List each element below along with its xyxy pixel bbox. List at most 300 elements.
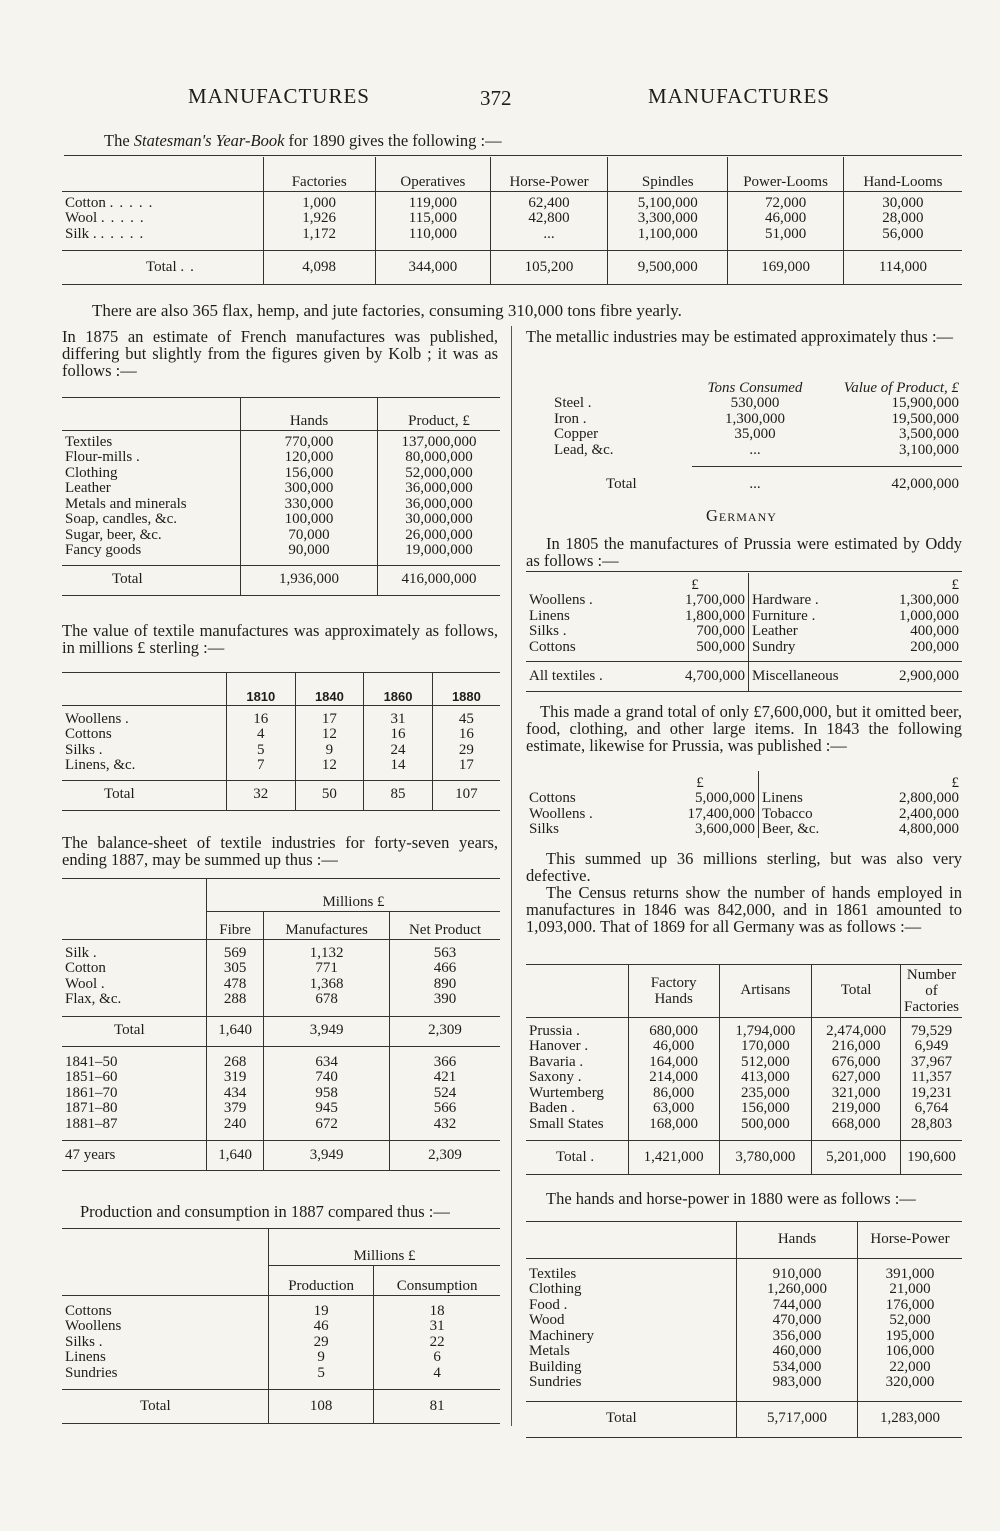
cell: 70,000	[241, 528, 378, 544]
table-row	[526, 1258, 962, 1282]
cell: 770,000	[241, 430, 378, 450]
cell: 500,000	[696, 638, 745, 655]
row-label: Total	[606, 476, 637, 492]
cell: 678	[264, 992, 390, 1016]
cell: 1,172	[263, 227, 375, 251]
row-label: Woollens	[65, 1318, 122, 1334]
cell: 12	[295, 758, 364, 780]
cell: 106,000	[858, 1344, 963, 1360]
column-divider	[511, 326, 512, 1426]
row-label: Silks .	[65, 1333, 103, 1350]
row-label: Clothing	[65, 464, 118, 481]
cell: 16	[364, 727, 433, 743]
row-label: Beer, &c.	[759, 822, 866, 838]
total-row	[62, 1141, 500, 1171]
intro-book-title: Statesman's Year-Book	[133, 131, 285, 150]
table-row	[526, 1017, 962, 1039]
prussia-1843-table	[526, 771, 962, 838]
cell: 5,000,000	[695, 790, 755, 806]
col-header: Net Product	[390, 911, 500, 939]
cell: 9,500,000	[608, 251, 728, 285]
cell: 62,400	[490, 191, 607, 211]
col-header: Total	[812, 965, 901, 1017]
cell: 319	[207, 1070, 264, 1086]
row-label: Silk .	[65, 225, 97, 242]
row-label: Wurtemberg	[529, 1084, 604, 1101]
cell: 1,000,000	[899, 607, 959, 624]
row-label: Woollens .	[65, 710, 129, 727]
col-header: Factories	[263, 157, 375, 191]
cell: 421	[390, 1070, 500, 1086]
cell: 416,000,000	[378, 565, 501, 595]
running-header-right: MANUFACTURES	[648, 84, 830, 108]
cell: 50	[295, 780, 364, 810]
cell: 100,000	[241, 512, 378, 528]
cell: 16	[432, 727, 500, 743]
cell: 6,949	[901, 1039, 962, 1055]
total-row	[526, 1401, 962, 1437]
row-label: Textiles	[529, 1265, 577, 1282]
cell: 3,500,000	[899, 426, 959, 442]
cell: 2,900,000	[899, 667, 959, 684]
cell: 300,000	[241, 481, 378, 497]
right-para-6: The hands and horse-power in 1880 were as follows :—	[546, 1189, 916, 1208]
cell: 1,300,000	[899, 592, 959, 608]
row-label: Fancy goods	[65, 542, 142, 558]
cell: 11,357	[901, 1070, 962, 1086]
row-label: Linens	[529, 607, 570, 624]
col-header: Hands	[737, 1222, 858, 1258]
cell: 170,000	[719, 1039, 812, 1055]
row-label: Soap, candles, &c.	[65, 511, 178, 527]
table-row	[526, 791, 962, 807]
cell: 305	[207, 961, 264, 977]
table-row	[62, 992, 500, 1016]
col-header: Horse-Power	[490, 157, 607, 191]
table-row	[526, 593, 962, 609]
cell: 1,100,000	[608, 227, 728, 251]
cell: 46,000	[628, 1039, 719, 1055]
right-para-5: The Census returns show the number of hands employed in manufactures in 1846 was 842,000, and in 1861 amounted to 1,093,000. That of 1869 for all Germany was as follows :—	[526, 883, 962, 936]
row-label: 1841–50	[65, 1053, 118, 1070]
metallic-table	[526, 362, 962, 493]
cell: 524	[390, 1086, 500, 1102]
cell: 390	[390, 992, 500, 1016]
cell: 1,926	[263, 211, 375, 227]
group-header: Millions £	[207, 879, 501, 911]
row-label: Flour-mills .	[65, 449, 140, 465]
cell: 1,640	[207, 1016, 264, 1046]
cell: 190,600	[901, 1141, 962, 1175]
cell: 35,000	[734, 426, 776, 442]
statesman-table	[62, 157, 962, 285]
cell: 3,780,000	[719, 1141, 812, 1175]
cell: 668,000	[812, 1117, 901, 1141]
cell: 79,529	[901, 1017, 962, 1039]
row-label: Wool .	[65, 975, 105, 992]
table-row	[526, 1360, 962, 1376]
cell: 156,000	[719, 1101, 812, 1117]
cell: 52,000	[858, 1313, 963, 1329]
table-row	[526, 427, 962, 443]
textile-values-table	[62, 673, 500, 811]
col-header: Manufactures	[264, 911, 390, 939]
cell: 17	[432, 758, 500, 780]
cell: 2,474,000	[812, 1017, 901, 1039]
cell: 120,000	[241, 450, 378, 466]
cell: 114,000	[843, 251, 962, 285]
balance-sheet-table	[62, 879, 500, 1171]
unit-label: £	[951, 774, 959, 791]
table-row	[526, 1086, 962, 1102]
total-row	[62, 565, 500, 595]
cell: 4,098	[263, 251, 375, 285]
cell: 63,000	[628, 1101, 719, 1117]
intro-post: for 1890 gives the following :—	[284, 131, 502, 150]
cell: 1,283,000	[858, 1401, 963, 1437]
cell: 240	[207, 1117, 264, 1141]
total-row	[526, 467, 962, 493]
row-label: Cottons	[529, 638, 576, 655]
table-row	[62, 758, 500, 780]
cell: 52,000,000	[378, 466, 501, 482]
total-row: Total .. 4,098 344,000 105,200 9,500,000 169,000 114,000	[62, 251, 962, 285]
cell: 478	[207, 977, 264, 993]
cell: 5,717,000	[737, 1401, 858, 1437]
cell: 36,000,000	[378, 497, 501, 513]
table-row	[62, 1335, 500, 1351]
cell: 366	[390, 1046, 500, 1070]
table-row	[62, 1295, 500, 1319]
hands-horsepower-table	[526, 1222, 962, 1438]
table-row	[62, 1070, 500, 1086]
cell: 16	[227, 705, 296, 727]
table-row	[526, 1344, 962, 1360]
col-header: Hands	[241, 398, 378, 430]
left-para-1: In 1875 an estimate of French manufactures was published, differing but slightly from the figures given by Kolb ; it was as follows :—	[62, 327, 498, 380]
cell: 86,000	[628, 1086, 719, 1102]
cell: 110,000	[375, 227, 490, 251]
cell: 156,000	[241, 466, 378, 482]
cell: 2,400,000	[899, 805, 959, 822]
cell: 534,000	[737, 1360, 858, 1376]
cell: 14	[364, 758, 433, 780]
running-header-left: MANUFACTURES	[188, 84, 370, 108]
cell: 740	[264, 1070, 390, 1086]
cell: 4,700,000	[685, 667, 745, 684]
cell: 627,000	[812, 1070, 901, 1086]
production-consumption-table	[62, 1229, 500, 1424]
cell: 19	[269, 1295, 374, 1319]
cell: 17	[295, 705, 364, 727]
row-label: Total	[606, 1410, 637, 1427]
cell: 46,000	[728, 211, 844, 227]
cell: 1,132	[264, 939, 390, 961]
cell: 3,949	[264, 1141, 390, 1171]
cell: 42,000,000	[818, 467, 962, 493]
col-header: Number of Factories	[901, 965, 962, 1017]
cell: 268	[207, 1046, 264, 1070]
cell: ...	[692, 467, 818, 493]
cell: 958	[264, 1086, 390, 1102]
cell: 1,300,000	[725, 410, 785, 427]
cell: 466	[390, 961, 500, 977]
cell: 45	[432, 705, 500, 727]
table-row	[62, 705, 500, 727]
row-label: Food .	[529, 1296, 568, 1313]
cell: 400,000	[910, 623, 959, 639]
cell: 216,000	[812, 1039, 901, 1055]
cell: 1,421,000	[628, 1141, 719, 1175]
row-label: Linens, &c.	[65, 757, 136, 773]
cell: 4	[374, 1366, 500, 1390]
table-row	[526, 640, 962, 662]
cell: ...	[490, 227, 607, 251]
cell: 9	[269, 1350, 374, 1366]
cell: 1,936,000	[241, 565, 378, 595]
cell: 18	[374, 1295, 500, 1319]
row-label: Leather	[65, 480, 111, 496]
col-header: 1810	[227, 673, 296, 705]
cell: 3,300,000	[608, 211, 728, 227]
row-label: Hanover .	[529, 1038, 589, 1054]
right-para-2: In 1805 the manufactures of Prussia were estimated by Oddy as follows :—	[526, 534, 962, 570]
table-row	[526, 1101, 962, 1117]
cell: 569	[207, 939, 264, 961]
col-header: Consumption	[374, 1265, 500, 1295]
col-header: Operatives	[375, 157, 490, 191]
total-row	[526, 1141, 962, 1175]
col-header: Product, £	[378, 398, 501, 430]
table-row	[526, 1282, 962, 1298]
row-label: Iron .	[554, 410, 587, 427]
cell: 22	[374, 1335, 500, 1351]
row-label: Total	[104, 786, 135, 803]
unit-label: £	[691, 576, 699, 593]
cell: 379	[207, 1101, 264, 1117]
left-para-2: The value of textile manufactures was approximately as follows, in millions £ sterling :—	[62, 621, 498, 657]
table-row	[62, 543, 500, 565]
table-row	[62, 1101, 500, 1117]
cell: 344,000	[375, 251, 490, 285]
col-header: Production	[269, 1265, 374, 1295]
table-row	[62, 450, 500, 466]
cell: 15,900,000	[891, 395, 959, 411]
cell: 1,794,000	[719, 1017, 812, 1039]
table-row	[526, 1375, 962, 1401]
cell: 500,000	[719, 1117, 812, 1141]
cell: 566	[390, 1101, 500, 1117]
cell: 3,949	[264, 1016, 390, 1046]
col-header: Factory Hands	[628, 965, 719, 1017]
row-label: Total	[146, 258, 177, 275]
table-row	[526, 1329, 962, 1345]
cell: 4	[227, 727, 296, 743]
cell: 6,764	[901, 1101, 962, 1117]
cell: 460,000	[737, 1344, 858, 1360]
row-label: All textiles .	[529, 667, 603, 684]
cell: 107	[432, 780, 500, 810]
table-row	[62, 512, 500, 528]
table-row	[62, 939, 500, 961]
table-row: Silk . ..... 1,172 110,000 ... 1,100,000 51,000 56,000	[62, 227, 962, 251]
table-row	[62, 1366, 500, 1390]
cell: 983,000	[737, 1375, 858, 1401]
col-header: 1860	[364, 673, 433, 705]
cell: 321,000	[812, 1086, 901, 1102]
table-row	[526, 609, 962, 625]
cell: 512,000	[719, 1055, 812, 1071]
cell: 42,800	[490, 211, 607, 227]
table-row	[62, 977, 500, 993]
row-label: 1871–80	[65, 1100, 118, 1116]
cell: 3,100,000	[899, 441, 959, 458]
table-row	[62, 481, 500, 497]
cell: 164,000	[628, 1055, 719, 1071]
row-label: Total	[112, 571, 143, 588]
cell: 80,000,000	[378, 450, 501, 466]
cell: 19,500,000	[891, 410, 959, 427]
col-header: Tons Consumed	[707, 380, 803, 396]
cell: 356,000	[737, 1329, 858, 1345]
table-row: Wool ..... 1,926 115,000 42,800 3,300,000 46,000 28,000	[62, 211, 962, 227]
unit-label: £	[696, 774, 704, 791]
right-para-3: This made a grand total of only £7,600,000, but it omitted beer, food, clothing, and other large items. In 1843 the following estimate, likewise for Prussia, was published :—	[526, 702, 962, 755]
table-row	[62, 1046, 500, 1070]
row-label: Metals	[529, 1343, 570, 1359]
total-row	[62, 1016, 500, 1046]
rule	[526, 571, 962, 572]
left-para-3: The balance-sheet of textile industries for forty-seven years, ending 1887, may be summed up thus :—	[62, 833, 498, 869]
row-label: Bavaria .	[529, 1053, 584, 1070]
table-row	[62, 727, 500, 743]
table-row: Cotton ..... 1,000 119,000 62,400 5,100,000 72,000 30,000	[62, 191, 962, 211]
table-row	[526, 624, 962, 640]
table-row	[62, 430, 500, 450]
cell: 910,000	[737, 1258, 858, 1282]
row-label: Sundries	[529, 1374, 582, 1390]
cell: 1,640	[207, 1141, 264, 1171]
row-label: Total .	[556, 1148, 595, 1165]
cell: 51,000	[728, 227, 844, 251]
cell: 85	[364, 780, 433, 810]
cell: 176,000	[858, 1298, 963, 1314]
cell: 219,000	[812, 1101, 901, 1117]
cell: 26,000,000	[378, 528, 501, 544]
table-row	[62, 1086, 500, 1102]
row-label: Miscellaneous	[749, 662, 866, 692]
row-label: Clothing	[529, 1281, 582, 1297]
cell: 1,700,000	[685, 592, 745, 608]
row-label: Textiles	[65, 433, 113, 450]
cell: 108	[269, 1390, 374, 1424]
row-label: Total	[140, 1397, 171, 1414]
col-header: Spindles	[608, 157, 728, 191]
cell: 22,000	[858, 1360, 963, 1376]
flax-note: There are also 365 flax, hemp, and jute factories, consuming 310,000 tons fibre yearly.	[92, 301, 682, 320]
row-label: Hardware .	[749, 593, 866, 609]
cell: 32	[227, 780, 296, 810]
cell: 1,800,000	[685, 607, 745, 624]
table-row	[526, 1055, 962, 1071]
col-header: Artisans	[719, 965, 812, 1017]
table-row	[62, 961, 500, 977]
cell: 470,000	[737, 1313, 858, 1329]
cell: 634	[264, 1046, 390, 1070]
row-label: Leather	[749, 624, 866, 640]
table-row	[526, 1117, 962, 1141]
row-label: Sugar, beer, &c.	[65, 526, 162, 543]
total-row	[62, 1390, 500, 1424]
row-label: Sundry	[749, 640, 866, 662]
cell: 672	[264, 1117, 390, 1141]
cell: 30,000,000	[378, 512, 501, 528]
row-label: Building	[529, 1358, 582, 1375]
table-row	[62, 497, 500, 513]
cell: 2,800,000	[899, 790, 959, 806]
intro-line	[104, 132, 502, 149]
cell: 413,000	[719, 1070, 812, 1086]
table-row	[526, 807, 962, 823]
french-manufactures-table	[62, 398, 500, 596]
row-label: Small States	[529, 1115, 604, 1132]
row-label: Copper	[554, 426, 599, 442]
cell: 1,000	[263, 191, 375, 211]
cell: 6	[374, 1350, 500, 1366]
cell: 5	[269, 1366, 374, 1390]
cell: 29	[269, 1335, 374, 1351]
row-label: Cottons	[65, 726, 112, 742]
cell: 37,967	[901, 1055, 962, 1071]
cell: 288	[207, 992, 264, 1016]
table-row	[62, 1117, 500, 1141]
col-header: 1880	[432, 673, 500, 705]
row-label: Lead, &c.	[554, 441, 614, 458]
cell: 1,260,000	[737, 1282, 858, 1298]
row-label: Silks	[529, 821, 560, 837]
cell: 5,201,000	[812, 1141, 901, 1175]
germany-heading: Germany	[706, 506, 777, 525]
cell: 19,231	[901, 1086, 962, 1102]
cell: 5,100,000	[608, 191, 728, 211]
table-row	[526, 822, 962, 838]
cell: 890	[390, 977, 500, 993]
cell: 2,309	[390, 1016, 500, 1046]
row-label: 1861–70	[65, 1084, 118, 1101]
row-label: Metals and minerals	[65, 495, 187, 512]
cell: 530,000	[730, 395, 780, 411]
row-label: Woollens .	[529, 805, 593, 822]
row-label: Baden .	[529, 1100, 575, 1116]
row-label: Woollens .	[529, 592, 593, 608]
cell: 90,000	[241, 543, 378, 565]
cell: 24	[364, 743, 433, 759]
cell: 17,400,000	[687, 805, 755, 822]
row-label: Cotton	[65, 960, 106, 976]
table-row	[526, 443, 962, 467]
germany-1869-table	[526, 965, 962, 1175]
row-label: Saxony .	[529, 1069, 582, 1085]
col-header: Fibre	[207, 911, 264, 939]
row-label: Prussia .	[529, 1022, 580, 1039]
cell: 119,000	[375, 191, 490, 211]
total-row	[526, 662, 962, 692]
left-para-4: Production and consumption in 1887 compared thus :—	[80, 1202, 450, 1221]
cell: 676,000	[812, 1055, 901, 1071]
cell: 680,000	[628, 1017, 719, 1039]
table-row	[62, 466, 500, 482]
cell: 9	[295, 743, 364, 759]
